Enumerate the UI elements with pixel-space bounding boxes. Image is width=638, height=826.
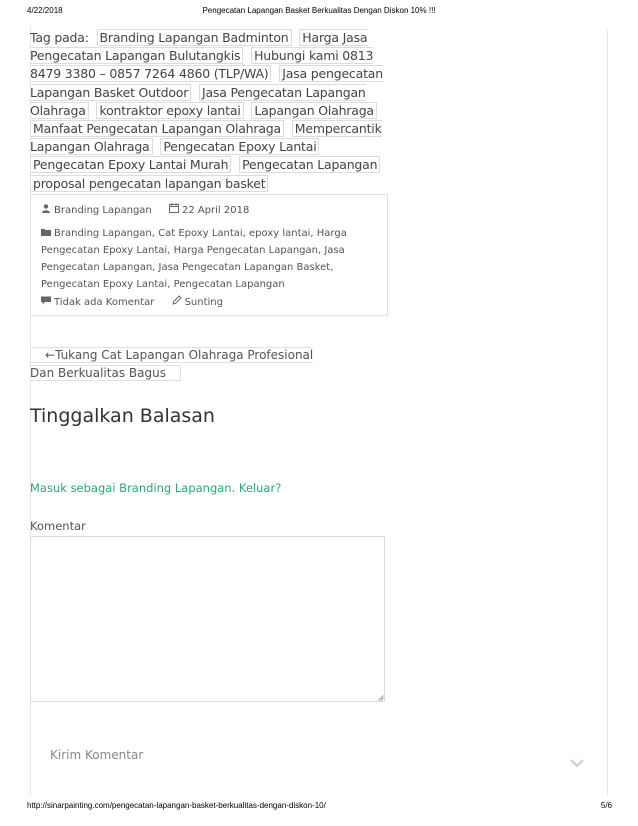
comment-icon (41, 296, 51, 308)
tag-link[interactable]: Harga Jasa Pengecatan Lapangan Bulutangkis (30, 30, 368, 64)
tag-link[interactable]: Jasa pengecatan Lapangan Basket Outdoor (30, 66, 383, 100)
comments-link[interactable]: Tidak ada Komentar (54, 297, 155, 308)
tag-link[interactable]: Branding Lapangan Badminton (97, 29, 292, 46)
user-icon (41, 204, 51, 216)
tag-link[interactable]: proposal pengecatan lapangan basket (30, 175, 268, 192)
comment-label: Komentar (30, 519, 86, 533)
reply-title: Tinggalkan Balasan (30, 405, 215, 427)
calendar-icon (169, 203, 179, 216)
meta-comments[interactable] (41, 296, 154, 308)
pencil-icon (172, 295, 182, 308)
meta-actions-row (41, 295, 379, 308)
post-meta-box (30, 194, 388, 316)
tag-label: Tag pada: (30, 30, 89, 45)
submit-comment-button[interactable]: Kirim Komentar (50, 748, 144, 762)
author-link[interactable]: Branding Lapangan (54, 205, 152, 216)
tag-link[interactable]: Pengecatan Epoxy Lantai (160, 138, 319, 155)
chevron-down-icon[interactable] (570, 758, 584, 768)
post-date: 22 April 2018 (181, 205, 250, 216)
resize-grip-icon[interactable] (378, 695, 384, 701)
tag-link[interactable]: kontraktor epoxy lantai (96, 102, 243, 119)
print-footer (0, 801, 638, 813)
meta-author-date-row (41, 203, 379, 216)
print-date: 4/22/2018 (27, 6, 63, 15)
categories-links[interactable]: Branding Lapangan, Cat Epoxy Lantai, epoxy lantai, Harga Pengecatan Epoxy Lantai, Harga Pengecatan Lapangan, Jasa Pengecatan Lapangan, Jasa Pengecatan Lapangan Basket, Pengecatan Epoxy Lantai, Pengecatan Lapangan (41, 228, 347, 290)
meta-edit[interactable] (172, 295, 223, 308)
tag-list (30, 29, 390, 193)
tag-link[interactable]: Mempercantik Lapangan Olahraga (30, 121, 382, 155)
tag-link[interactable]: Hubungi kami 0813 8479 3380 – 0857 7264 4860 (TLP/WA) (30, 48, 374, 82)
meta-date (169, 203, 249, 216)
tag-link[interactable]: Pengecatan Epoxy Lantai Murah (30, 156, 231, 173)
tag-link[interactable]: Lapangan Olahraga (251, 102, 377, 119)
meta-categories-row (41, 225, 379, 293)
tag-link[interactable]: Pengecatan Lapangan (239, 156, 380, 173)
tag-link[interactable]: Jasa Pengecatan Lapangan Olahraga (30, 84, 366, 118)
print-page-number: 5/6 (600, 801, 612, 810)
edit-link[interactable]: Sunting (184, 297, 223, 308)
logged-in-as-link[interactable]: Masuk sebagai Branding Lapangan. Keluar? (30, 481, 282, 495)
meta-author[interactable] (41, 204, 152, 216)
print-title: Pengecatan Lapangan Basket Berkualitas Dengan Diskon 10% !!! (202, 6, 436, 15)
content-right-border (607, 30, 608, 796)
previous-post-title[interactable]: Tukang Cat Lapangan Olahraga Profesional Dan Berkualitas Bagus (30, 348, 314, 380)
tag-link[interactable]: Manfaat Pengecatan Lapangan Olahraga (30, 120, 284, 137)
post-navigation (30, 346, 326, 382)
print-url: http://sinarpainting.com/pengecatan-lapangan-basket-berkualitas-dengan-diskon-10/ (27, 801, 326, 810)
folder-icon (41, 225, 51, 242)
arrow-left-icon: ← (45, 348, 56, 362)
previous-post-link[interactable] (30, 347, 313, 381)
comment-textarea[interactable] (30, 536, 385, 702)
print-header (0, 6, 638, 18)
